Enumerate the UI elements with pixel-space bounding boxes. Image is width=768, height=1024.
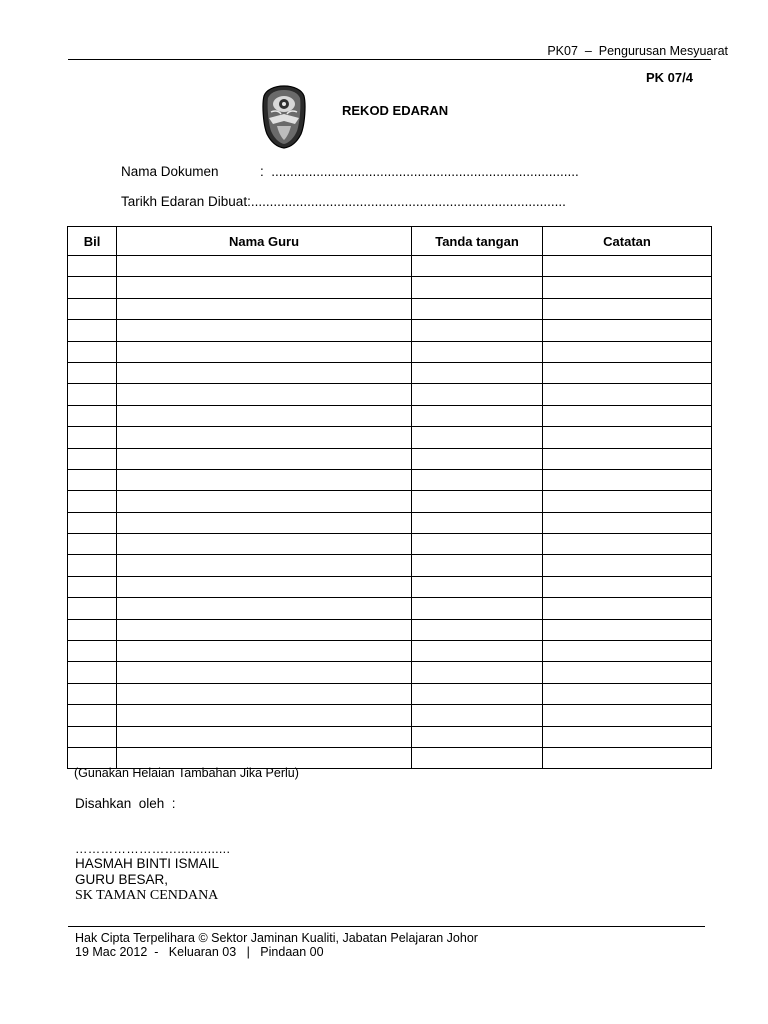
catatan-cell[interactable] xyxy=(543,469,712,490)
form-code: PK 07/4 xyxy=(646,70,693,85)
table-row xyxy=(68,469,712,490)
catatan-cell[interactable] xyxy=(543,341,712,362)
nama-guru-cell[interactable] xyxy=(117,512,412,533)
nama-guru-cell[interactable] xyxy=(117,598,412,619)
tanda-tangan-cell[interactable] xyxy=(412,341,543,362)
tanda-tangan-cell[interactable] xyxy=(412,683,543,704)
bil-cell[interactable] xyxy=(68,598,117,619)
column-header-bil: Bil xyxy=(68,227,117,256)
form-title: REKOD EDARAN xyxy=(342,103,449,118)
catatan-cell[interactable] xyxy=(543,747,712,768)
catatan-cell[interactable] xyxy=(543,362,712,383)
tanda-tangan-cell[interactable] xyxy=(412,598,543,619)
table-row xyxy=(68,298,712,319)
table-row xyxy=(68,598,712,619)
catatan-cell[interactable] xyxy=(543,662,712,683)
bil-cell[interactable] xyxy=(68,341,117,362)
catatan-cell[interactable] xyxy=(543,320,712,341)
table-row xyxy=(68,405,712,426)
nama-guru-cell[interactable] xyxy=(117,277,412,298)
bil-cell[interactable] xyxy=(68,256,117,277)
bil-cell[interactable] xyxy=(68,448,117,469)
nama-dokumen-value: : .................................................................................. xyxy=(260,164,579,179)
circulation-table xyxy=(67,226,712,769)
nama-guru-cell[interactable] xyxy=(117,341,412,362)
tanda-tangan-cell[interactable] xyxy=(412,405,543,426)
table-row xyxy=(68,576,712,597)
tanda-tangan-cell[interactable] xyxy=(412,256,543,277)
nama-guru-cell[interactable] xyxy=(117,683,412,704)
nama-guru-cell[interactable] xyxy=(117,555,412,576)
tanda-tangan-cell[interactable] xyxy=(412,277,543,298)
catatan-cell[interactable] xyxy=(543,384,712,405)
signatory-position: GURU BESAR, xyxy=(75,872,169,887)
bil-cell[interactable] xyxy=(68,427,117,448)
tanda-tangan-cell[interactable] xyxy=(412,576,543,597)
catatan-cell[interactable] xyxy=(543,448,712,469)
catatan-cell[interactable] xyxy=(543,491,712,512)
table-row xyxy=(68,641,712,662)
table-row xyxy=(68,384,712,405)
catatan-cell[interactable] xyxy=(543,405,712,426)
bil-cell[interactable] xyxy=(68,491,117,512)
bil-cell[interactable] xyxy=(68,576,117,597)
table-row xyxy=(68,448,712,469)
table-row xyxy=(68,491,712,512)
table-row xyxy=(68,555,712,576)
table-row xyxy=(68,277,712,298)
catatan-cell[interactable] xyxy=(543,641,712,662)
nama-guru-cell[interactable] xyxy=(117,705,412,726)
nama-guru-cell[interactable] xyxy=(117,320,412,341)
tanda-tangan-cell[interactable] xyxy=(412,427,543,448)
catatan-cell[interactable] xyxy=(543,726,712,747)
nama-guru-cell[interactable] xyxy=(117,298,412,319)
footer-version: 19 Mac 2012 - Keluaran 03 | Pindaan 00 xyxy=(75,945,324,959)
bil-cell[interactable] xyxy=(68,705,117,726)
table-row xyxy=(68,427,712,448)
nama-guru-cell[interactable] xyxy=(117,256,412,277)
catatan-cell[interactable] xyxy=(543,705,712,726)
tanda-tangan-cell[interactable] xyxy=(412,534,543,555)
tanda-tangan-cell[interactable] xyxy=(412,298,543,319)
tanda-tangan-cell[interactable] xyxy=(412,619,543,640)
nama-guru-cell[interactable] xyxy=(117,405,412,426)
approval-label: Disahkan oleh : xyxy=(75,796,176,811)
table-body xyxy=(68,256,712,769)
tanda-tangan-cell[interactable] xyxy=(412,555,543,576)
nama-guru-cell[interactable] xyxy=(117,448,412,469)
table-row xyxy=(68,726,712,747)
catatan-cell[interactable] xyxy=(543,512,712,533)
tarikh-edaran-value: .................................................................................... xyxy=(250,194,566,209)
catatan-cell[interactable] xyxy=(543,427,712,448)
tanda-tangan-cell[interactable] xyxy=(412,726,543,747)
catatan-cell[interactable] xyxy=(543,256,712,277)
tanda-tangan-cell[interactable] xyxy=(412,705,543,726)
bil-cell[interactable] xyxy=(68,405,117,426)
signatory-school: SK TAMAN CENDANA xyxy=(75,888,219,903)
tarikh-edaran-label: Tarikh Edaran Dibuat: xyxy=(121,194,251,209)
header-divider xyxy=(68,59,711,60)
footer-divider xyxy=(68,926,705,927)
tanda-tangan-cell[interactable] xyxy=(412,747,543,768)
catatan-cell[interactable] xyxy=(543,555,712,576)
school-crest-icon xyxy=(259,84,309,150)
bil-cell[interactable] xyxy=(68,662,117,683)
table-row xyxy=(68,619,712,640)
column-header-catatan: Catatan xyxy=(543,227,712,256)
nama-guru-cell[interactable] xyxy=(117,534,412,555)
footer-copyright: Hak Cipta Terpelihara © Sektor Jaminan Kualiti, Jabatan Pelajaran Johor xyxy=(75,931,478,945)
column-header-nama-guru: Nama Guru xyxy=(117,227,412,256)
tanda-tangan-cell[interactable] xyxy=(412,469,543,490)
nama-guru-cell[interactable] xyxy=(117,491,412,512)
table-row xyxy=(68,320,712,341)
catatan-cell[interactable] xyxy=(543,534,712,555)
tanda-tangan-cell[interactable] xyxy=(412,491,543,512)
additional-sheet-note: (Gunakan Helaian Tambahan Jika Perlu) xyxy=(74,766,299,780)
tanda-tangan-cell[interactable] xyxy=(412,641,543,662)
nama-dokumen-field[interactable] xyxy=(121,164,579,179)
table-row xyxy=(68,512,712,533)
nama-guru-cell[interactable] xyxy=(117,619,412,640)
nama-guru-cell[interactable] xyxy=(117,726,412,747)
tanda-tangan-cell[interactable] xyxy=(412,512,543,533)
bil-cell[interactable] xyxy=(68,726,117,747)
bil-cell[interactable] xyxy=(68,384,117,405)
tanda-tangan-cell[interactable] xyxy=(412,362,543,383)
tanda-tangan-cell[interactable] xyxy=(412,662,543,683)
catatan-cell[interactable] xyxy=(543,619,712,640)
bil-cell[interactable] xyxy=(68,362,117,383)
table-row xyxy=(68,362,712,383)
bil-cell[interactable] xyxy=(68,298,117,319)
bil-cell[interactable] xyxy=(68,469,117,490)
table-header-row xyxy=(68,227,712,256)
tarikh-edaran-field[interactable] xyxy=(121,194,566,209)
table-row xyxy=(68,683,712,704)
bil-cell[interactable] xyxy=(68,641,117,662)
table-row xyxy=(68,534,712,555)
catatan-cell[interactable] xyxy=(543,598,712,619)
signature-line: …………………….............. xyxy=(75,842,231,856)
bil-cell[interactable] xyxy=(68,534,117,555)
bil-cell[interactable] xyxy=(68,277,117,298)
nama-guru-cell[interactable] xyxy=(117,662,412,683)
table-row xyxy=(68,341,712,362)
tanda-tangan-cell[interactable] xyxy=(412,320,543,341)
nama-dokumen-label: Nama Dokumen xyxy=(121,164,219,179)
bil-cell[interactable] xyxy=(68,619,117,640)
tanda-tangan-cell[interactable] xyxy=(412,384,543,405)
nama-guru-cell[interactable] xyxy=(117,362,412,383)
nama-guru-cell[interactable] xyxy=(117,384,412,405)
table-row xyxy=(68,662,712,683)
bil-cell[interactable] xyxy=(68,320,117,341)
table-row xyxy=(68,705,712,726)
nama-guru-cell[interactable] xyxy=(117,427,412,448)
catatan-cell[interactable] xyxy=(543,277,712,298)
nama-guru-cell[interactable] xyxy=(117,576,412,597)
header-doc-reference: PK07 – Pengurusan Mesyuarat xyxy=(547,44,728,58)
nama-guru-cell[interactable] xyxy=(117,469,412,490)
bil-cell[interactable] xyxy=(68,683,117,704)
tanda-tangan-cell[interactable] xyxy=(412,448,543,469)
catatan-cell[interactable] xyxy=(543,683,712,704)
nama-guru-cell[interactable] xyxy=(117,641,412,662)
column-header-tanda-tangan: Tanda tangan xyxy=(412,227,543,256)
bil-cell[interactable] xyxy=(68,555,117,576)
catatan-cell[interactable] xyxy=(543,576,712,597)
catatan-cell[interactable] xyxy=(543,298,712,319)
signatory-name: HASMAH BINTI ISMAIL xyxy=(75,856,220,871)
bil-cell[interactable] xyxy=(68,512,117,533)
table-row xyxy=(68,256,712,277)
